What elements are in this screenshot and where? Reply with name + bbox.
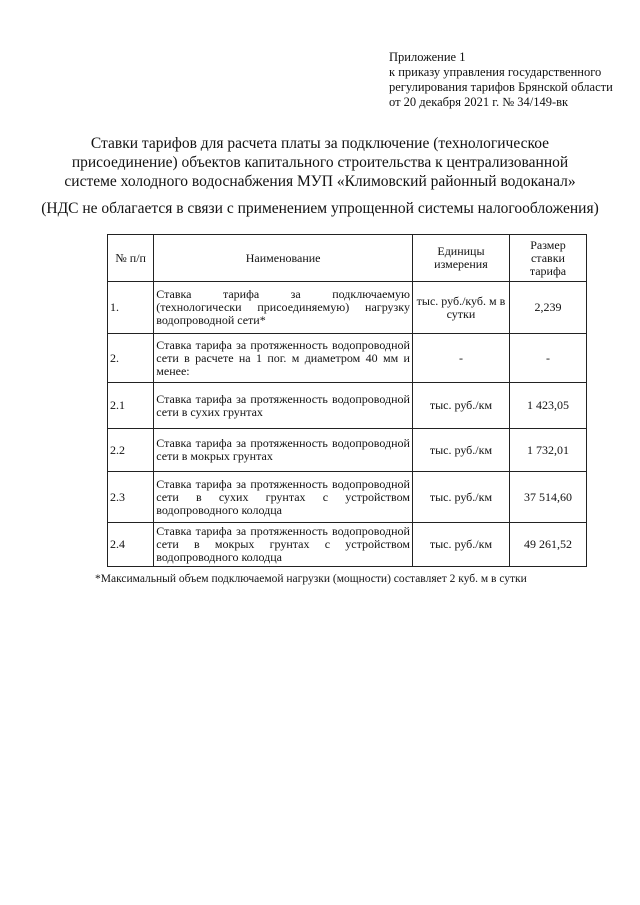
- header-num: № п/п: [108, 235, 154, 282]
- appendix-line: Приложение 1: [389, 50, 466, 64]
- cell-unit: тыс. руб./км: [412, 429, 509, 472]
- cell-rate: 37 514,60: [509, 472, 586, 523]
- table-row: [108, 334, 587, 383]
- cell-name: Ставка тарифа за протяженность водопроводной сети в расчете на 1 пог. м диаметром 40 мм и менее:: [154, 334, 413, 383]
- cell-rate: 1 732,01: [509, 429, 586, 472]
- title-line: Ставки тарифов для расчета платы за подключение (технологическое: [90, 135, 550, 152]
- footnote: *Максимальный объем подключаемой нагрузки (мощности) составляет 2 куб. м в сутки: [95, 573, 527, 585]
- title-line: системе холодного водоснабжения МУП «Климовский районный водоканал»: [64, 173, 576, 190]
- cell-name: Ставка тарифа за протяженность водопроводной сети в сухих грунтах: [154, 383, 413, 429]
- appendix-line: от 20 декабря 2021 г. № 34/149-вк: [389, 95, 569, 109]
- appendix-line: регулирования тарифов Брянской области: [389, 80, 613, 94]
- cell-name: Ставка тарифа за протяженность водопроводной сети в мокрых грунтах: [154, 429, 413, 472]
- cell-name: Ставка тарифа за подключаемую (технологически присоединяемую) нагрузку водопроводной сети*: [154, 282, 413, 334]
- cell-num: 2.1: [108, 383, 154, 429]
- cell-rate: 1 423,05: [509, 383, 586, 429]
- header-name: Наименование: [154, 235, 413, 282]
- table-row: [108, 472, 587, 523]
- cell-num: 2.2: [108, 429, 154, 472]
- table-row: [108, 523, 587, 567]
- cell-num: 2.: [108, 334, 154, 383]
- document-title: [0, 134, 640, 191]
- cell-unit: тыс. руб./км: [412, 383, 509, 429]
- cell-num: 1.: [108, 282, 154, 334]
- cell-rate: 2,239: [509, 282, 586, 334]
- cell-unit: тыс. руб./км: [412, 523, 509, 567]
- cell-unit: -: [412, 334, 509, 383]
- cell-unit: тыс. руб./куб. м в сутки: [412, 282, 509, 334]
- appendix-line: к приказу управления государственного: [389, 65, 602, 79]
- appendix-header: [389, 50, 613, 110]
- cell-name: Ставка тарифа за протяженность водопроводной сети в мокрых грунтах с устройством водопроводного колодца: [154, 523, 413, 567]
- table-header-row: [108, 235, 587, 282]
- title-line: присоединение) объектов капитального строительства к централизованной: [71, 154, 569, 171]
- cell-num: 2.4: [108, 523, 154, 567]
- cell-unit: тыс. руб./км: [412, 472, 509, 523]
- table-row: [108, 429, 587, 472]
- header-rate: Размер ставки тарифа: [509, 235, 586, 282]
- tariff-table: [107, 234, 587, 567]
- cell-rate: -: [509, 334, 586, 383]
- cell-rate: 49 261,52: [509, 523, 586, 567]
- cell-num: 2.3: [108, 472, 154, 523]
- header-unit: Единицы измерения: [412, 235, 509, 282]
- table-row: [108, 383, 587, 429]
- cell-name: Ставка тарифа за протяженность водопроводной сети в сухих грунтах с устройством водопроводного колодца: [154, 472, 413, 523]
- vat-note: (НДС не облагается в связи с применением упрощенной системы налогообложения): [41, 200, 599, 217]
- table-row: [108, 282, 587, 334]
